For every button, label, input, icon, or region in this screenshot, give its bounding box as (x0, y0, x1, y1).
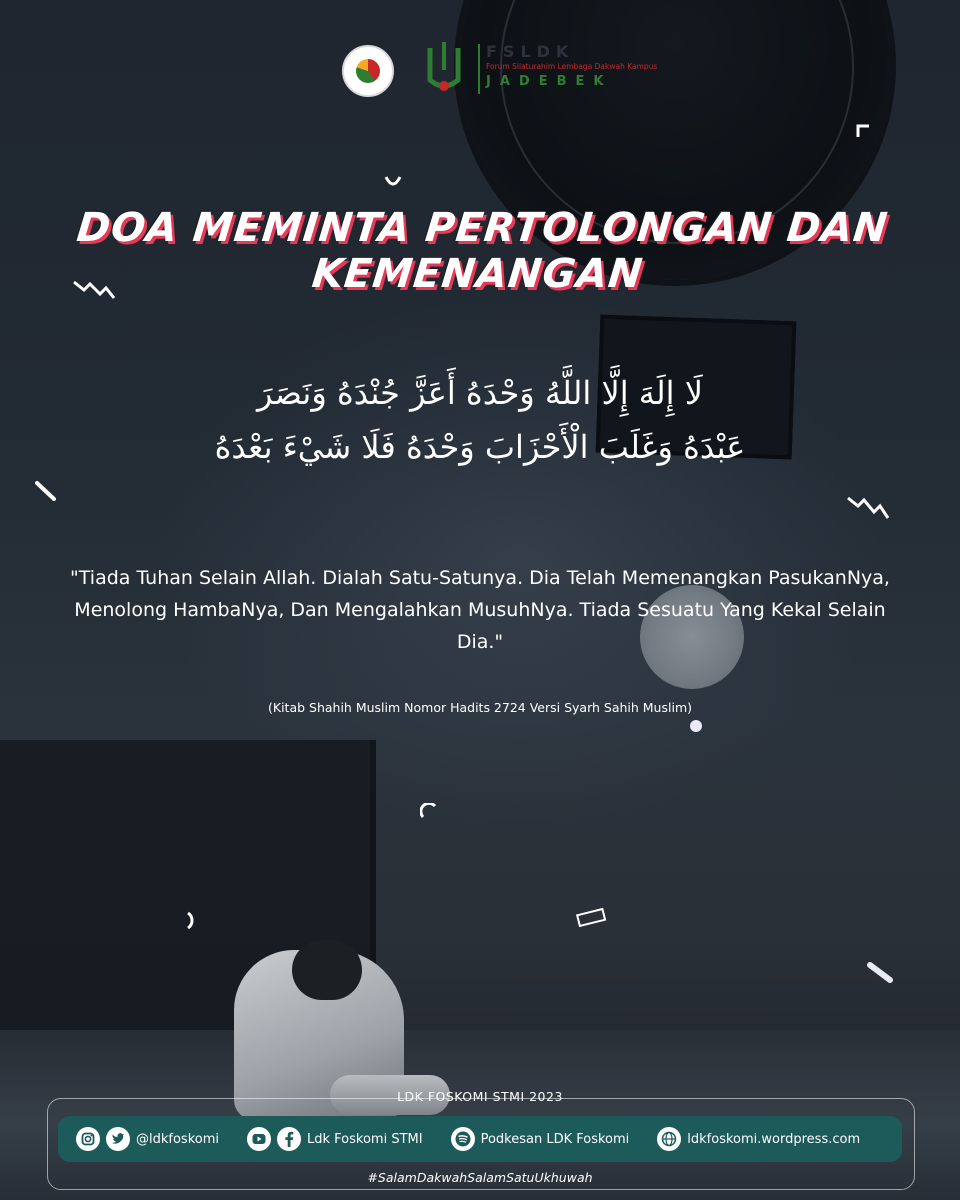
arc-deco-icon (185, 910, 201, 930)
corner-deco-icon (855, 123, 871, 139)
arabic-line-2: عَبْدَهُ وَغَلَبَ الْأَحْزَابَ وَحْدَهُ فَلَا شَيْءَ بَعْدَهُ (214, 428, 746, 466)
fsldk-brand: FSLDK (486, 42, 575, 61)
footer-caption (0, 1089, 960, 1104)
fsldk-mark-icon (420, 40, 468, 98)
social-label-spotify: Podkesan LDK Foskomi (480, 1131, 630, 1147)
globe-icon[interactable] (657, 1127, 681, 1151)
praying-person-head (292, 940, 362, 1000)
ldk-foskomi-logo (342, 45, 394, 97)
social-label-handle: @ldkfoskomi (136, 1131, 219, 1147)
social-group-website[interactable] (657, 1127, 860, 1151)
hashtag: #SalamDakwahSalamSatuUkhuwah (367, 1170, 593, 1185)
hadith-source: (Kitab Shahih Muslim Nomor Hadits 2724 Versi Syarh Sahih Muslim) (268, 700, 692, 715)
youtube-icon[interactable] (247, 1127, 271, 1151)
social-group-spotify[interactable] (451, 1127, 630, 1151)
poster-title: DOA MEMINTA PERTOLONGAN DAN KEMENANGAN (74, 205, 891, 297)
twitter-icon[interactable] (106, 1127, 130, 1151)
translation-text: "Tiada Tuhan Selain Allah. Dialah Satu-Satunya. Dia Telah Memenangkan PasukanNya, Menolong HambaNya, Dan Mengalahkan MusuhNya. Tiada Sesuatu Yang Kekal Selain Dia." (70, 567, 890, 653)
footer-caption-text: LDK FOSKOMI STMI 2023 (397, 1089, 563, 1104)
bar-deco-icon (866, 960, 894, 984)
fsldk-logo (420, 40, 658, 98)
social-group-youtube-facebook[interactable] (247, 1127, 423, 1151)
facebook-icon[interactable] (277, 1127, 301, 1151)
arc-deco-icon (384, 175, 402, 189)
social-label-website: ldkfoskomi.wordpress.com (687, 1131, 861, 1147)
social-bar (58, 1116, 902, 1162)
rectangle-deco-icon (574, 905, 608, 931)
fsldk-tagline: Forum Silaturahim Lembaga Dakwah Kampus (486, 62, 658, 71)
social-label-youtube-facebook: Ldk Foskomi STMI (307, 1131, 423, 1147)
zigzag-deco-icon (846, 494, 890, 522)
fsldk-region: JADEBEK (486, 74, 613, 89)
spotify-icon[interactable] (451, 1127, 475, 1151)
arabic-line-1: لَا إِلَهَ إِلَّا اللَّهُ وَحْدَهُ أَعَزَّ جُنْدَهُ وَنَصَرَ (257, 374, 703, 412)
social-group-handle[interactable] (76, 1127, 219, 1151)
dash-deco-icon (34, 480, 58, 502)
arc-deco-icon (420, 803, 438, 821)
instagram-icon[interactable] (76, 1127, 100, 1151)
dot-deco-icon (689, 719, 703, 733)
